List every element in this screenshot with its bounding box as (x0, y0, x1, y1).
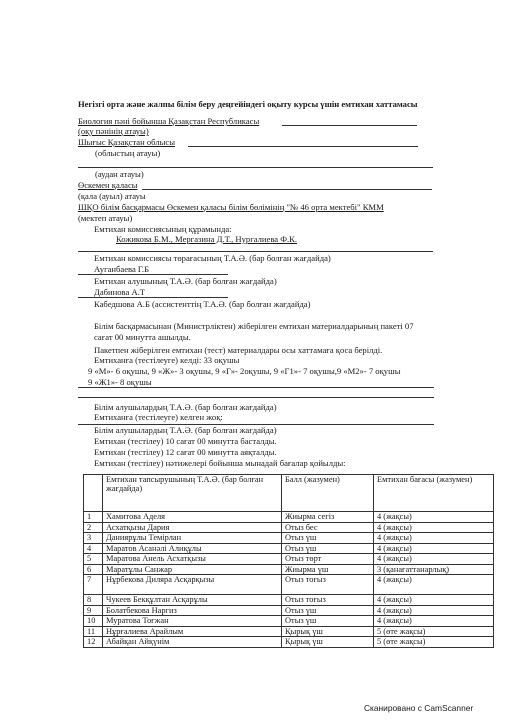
row-number: 3 (84, 533, 103, 544)
table-header-row (84, 475, 494, 512)
grade-cell: 4 (жақсы) (374, 575, 494, 595)
grade-cell: 4 (жақсы) (374, 512, 494, 523)
city-line: Өскемен қаласы (78, 180, 138, 190)
row-number: 8 (84, 595, 103, 606)
score-cell: Отыз үш (282, 543, 374, 554)
student-name: Маратова Анель Асхатқызы (103, 554, 282, 565)
row-number: 7 (84, 575, 103, 595)
score-cell: Отыз бес (282, 522, 374, 533)
table-row (84, 616, 494, 627)
table-row (84, 626, 494, 637)
commission-label: Емтихан комиссиясының құрамында: (94, 224, 232, 234)
region-underline (188, 146, 418, 147)
score-cell: Отыз үш (282, 605, 374, 616)
commission-members: Кожикова Б.М., Мергазина Д.Т., Нургалиева Ф.К. (116, 234, 298, 244)
student-name: Абайқан Айқүнім (103, 637, 282, 648)
district-caption: (аудан атауы) (95, 169, 144, 179)
score-cell: Отыз төрт (282, 554, 374, 565)
package-paragraph-line2: сағат 00 минутта ашылды. (94, 332, 191, 342)
student-name: Болатбекова Наргиз (103, 605, 282, 616)
chair-underline (78, 274, 228, 275)
classes-line1: 9 «М»- 6 оқушы, 9 «Ж»- 3 оқушы, 9 «Г»- 2оқушы, 9 «Г1»- 7 оқушы,9 «М2»- 7 оқушы (88, 366, 401, 376)
students-blank-line (78, 397, 434, 398)
students-caption: Білім алушылардың Т.А.Ә. (бар болған жағдайда) (94, 402, 277, 412)
assistant-line: Кабедшова А.Б (ассистенттің Т.А.Ә. (бар болған жағдайда) (94, 299, 311, 309)
row-number: 11 (84, 626, 103, 637)
grade-cell: 5 (өте жақсы) (374, 626, 494, 637)
chair-name: Ауганбаева Г.Б (94, 264, 150, 274)
chair-caption: Емтихан комиссиясы төрағасының Т.А.Ә. (бар болған жағдайда) (94, 253, 331, 263)
score-cell: Отыз тоғыз (282, 595, 374, 606)
results-table (83, 474, 494, 648)
score-cell: Отыз тоғыз (282, 575, 374, 595)
table-row (84, 543, 494, 554)
taker-name: Дабинова А.Т (94, 287, 146, 297)
subject-line: Биология пәні бойынша Қазақстан Республикасы (78, 116, 260, 126)
subject-caption: (оқу пәнінің атауы) (78, 126, 149, 136)
subject-underline (282, 125, 417, 126)
student-name: Муратова Тоғжан (103, 616, 282, 627)
student-name: Даниярұлы Темірлан (103, 533, 282, 544)
score-cell: Отыз үш (282, 616, 374, 627)
absent-label: Емтиханға (тестілеуге) келген жоқ: (94, 412, 223, 422)
table-row (84, 575, 494, 595)
package-paragraph-line1: Білім басқармасынан (Министрліктен) жіберілген емтихан материалдарының пакеті 07 (94, 321, 414, 331)
student-name: Хамитова Аделя (103, 512, 282, 523)
district-blank-line (78, 167, 433, 168)
exam-start: Емтихан (тестілеу) 10 сағат 00 минутта басталды. (94, 436, 277, 446)
grade-cell: 4 (жақсы) (374, 543, 494, 554)
row-number: 2 (84, 522, 103, 533)
score-cell: Қырық үш (282, 637, 374, 648)
table-row (84, 637, 494, 648)
classes-line2: 9 «Ж1»- 8 оқушы (88, 377, 152, 387)
table-header-cell: Емтихан бағасы (жазумен) (374, 475, 494, 512)
materials-paragraph: Пакетпен жіберілген емтихан (тест) материалдары осы хаттамаға қоса берілді. (94, 345, 383, 355)
student-name: Маратов Асанәлі Алиқұлы (103, 543, 282, 554)
score-cell: Жиырма үш (282, 564, 374, 575)
region-line: Шығыс Қазақстан облысы (78, 137, 175, 147)
grade-cell: 4 (жақсы) (374, 554, 494, 565)
city-caption: (қала (ауыл) атауы (78, 191, 146, 201)
grade-cell: 3 (қанағаттанарлық) (374, 564, 494, 575)
table-header-cell (84, 475, 103, 512)
student-name: Чукеев Бекқұлтан Асқарұлы (103, 595, 282, 606)
table-row (84, 512, 494, 523)
city-underline (142, 189, 432, 190)
students-caption-2: Білім алушылардың Т.А.Ә. (бар болған жағдайда) (94, 425, 277, 435)
table-row (84, 533, 494, 544)
grade-cell: 4 (жақсы) (374, 522, 494, 533)
camscanner-watermark: Сканировано с CamScanner (364, 703, 474, 713)
score-cell: Отыз үш (282, 533, 374, 544)
row-number: 10 (84, 616, 103, 627)
table-header-cell: Емтихан тапсырушының Т.А.Ә. (бар болған жағдайда) (103, 475, 282, 512)
student-name: Нұрғалиева Арайлым (103, 626, 282, 637)
protocol-title: Негізгі орта және жалпы білім беру деңгейіндегі оқыту курсы үшін емтихан хаттамасы (78, 99, 418, 109)
row-number: 12 (84, 637, 103, 648)
row-number: 6 (84, 564, 103, 575)
grade-cell: 4 (жақсы) (374, 605, 494, 616)
school-line: ШҚО білім басқармасы Өскемен қаласы білім бөлімінің "№ 46 орта мектебі" КММ (78, 202, 384, 212)
score-cell: Жиырма сегіз (282, 512, 374, 523)
region-caption: (облыстың атауы) (95, 148, 161, 158)
table-row (84, 595, 494, 606)
student-name: Маратұлы Санжар (103, 564, 282, 575)
table-header-cell: Балл (жазумен) (282, 475, 374, 512)
table-row (84, 564, 494, 575)
score-cell: Қырық үш (282, 626, 374, 637)
row-number: 4 (84, 543, 103, 554)
row-number: 5 (84, 554, 103, 565)
taker-underline (78, 297, 228, 298)
grade-cell: 4 (жақсы) (374, 616, 494, 627)
results-label: Емтихан (тестілеу) нәтижелері бойынша мынадай бағалар қойылды: (94, 458, 346, 468)
school-caption: (мектеп атауы) (78, 213, 133, 223)
row-number: 1 (84, 512, 103, 523)
table-row (84, 522, 494, 533)
table-row (84, 554, 494, 565)
classes-underline (78, 387, 434, 388)
exam-end: Емтихан (тестілеу) 12 сағат 00 минутта аяқталды. (94, 447, 277, 457)
table-row (84, 605, 494, 616)
arrived-count: Емтиханға (тестілеуге) келді: 33 оқушы (94, 355, 240, 365)
taker-caption: Емтихан алушының Т.А.Ә. (бар болған жағдайда) (94, 276, 277, 286)
chair-blank-line (78, 251, 433, 252)
grade-cell: 4 (жақсы) (374, 533, 494, 544)
grade-cell: 4 (жақсы) (374, 595, 494, 606)
student-name: Асхатқызы Дария (103, 522, 282, 533)
row-number: 9 (84, 605, 103, 616)
grade-cell: 5 (өте жақсы) (374, 637, 494, 648)
student-name: Нұрбекова Диляра Асқарқызы (103, 575, 282, 595)
